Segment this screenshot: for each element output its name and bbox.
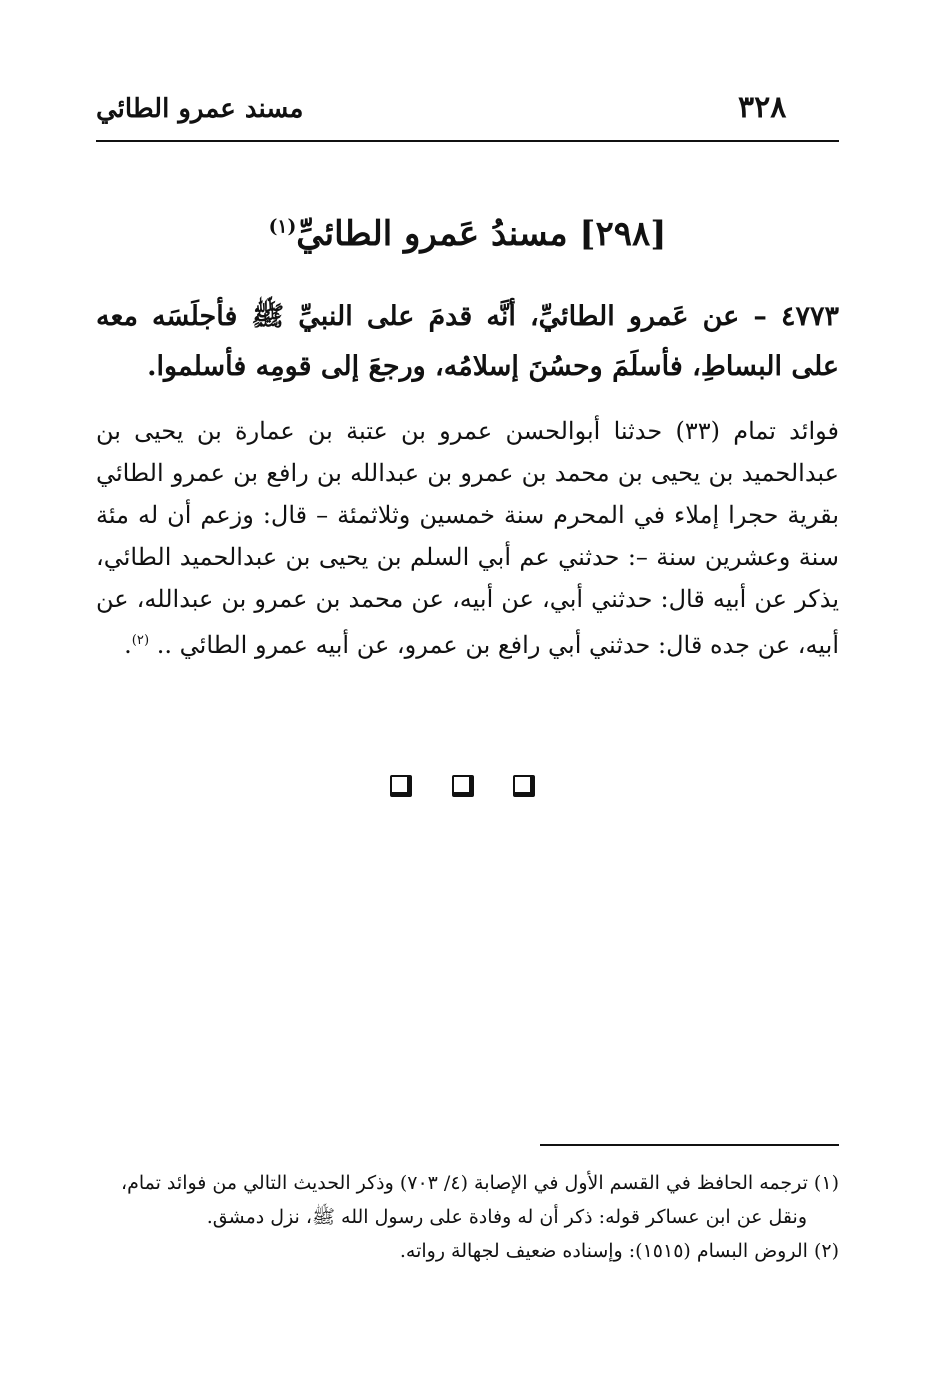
footnote-ref-1: (١) xyxy=(268,215,297,238)
box-ornament-icon xyxy=(452,775,474,797)
header-divider xyxy=(96,140,839,142)
box-ornament-icon xyxy=(513,775,535,797)
footnote-ref-2: (٢) xyxy=(131,633,150,648)
narration-text: فوائد تمام (٣٣) حدثنا أبوالحسن عمرو بن عتبة بن عمارة بن يحيى بن عبدالحميد بن يحيى بن محمد بن عمرو بن عبدالله بن رافع بن عمرو الطائي بقرية حجرا إملاء في المحرم سنة خمسين وثلاثمئة – قال: وزعم أن له مئة سنة وعشرين سنة –: حدثني عم أبي السلم بن يحيى بن عبدالحميد الطائي، يذكر عن أبيه قال: حدثني أبي، عن أبيه، عن محمد بن عمرو بن عبدالله، عن أبيه، عن جده قال: حدثني أبي رافع بن عمرو، عن أبيه عمرو الطائي .. xyxy=(96,417,839,659)
footnote-1-line-1: (١) ترجمه الحافظ في القسم الأول في الإصابة (٤/ ٧٠٣) وذكر الحديث التالي من فوائد تمام، xyxy=(120,1172,839,1194)
box-ornament-icon xyxy=(390,775,412,797)
narration-paragraph xyxy=(96,410,839,666)
section-separator xyxy=(390,770,535,802)
section-title xyxy=(96,214,839,254)
footnote-divider xyxy=(540,1144,839,1146)
hadith-text: ٤٧٧٣ – عن عَمرو الطائيِّ، أنَّه قدمَ على النبيِّ ﷺ فأجلَسَه معه على البساطِ، فأسلَمَ وحسُنَ إسلامُه، ورجعَ إلى قومِه فأسلموا. xyxy=(96,301,839,382)
running-title: مسند عمرو الطائي xyxy=(96,94,304,124)
section-title-text: [٢٩٨] مسندُ عَمرو الطائيِّ xyxy=(296,214,667,254)
page-number: ٣٢٨ xyxy=(738,90,787,125)
narration-end: . xyxy=(124,631,132,659)
footnotes xyxy=(96,1166,839,1268)
footnote-2: (٢) الروض البسام (١٥١٥): وإسناده ضعيف لجهالة رواته. xyxy=(399,1240,839,1262)
footnote-1-line-2: ونقل عن ابن عساكر قوله: ذكر أن له وفادة على رسول الله ﷺ، نزل دمشق. xyxy=(206,1206,807,1228)
